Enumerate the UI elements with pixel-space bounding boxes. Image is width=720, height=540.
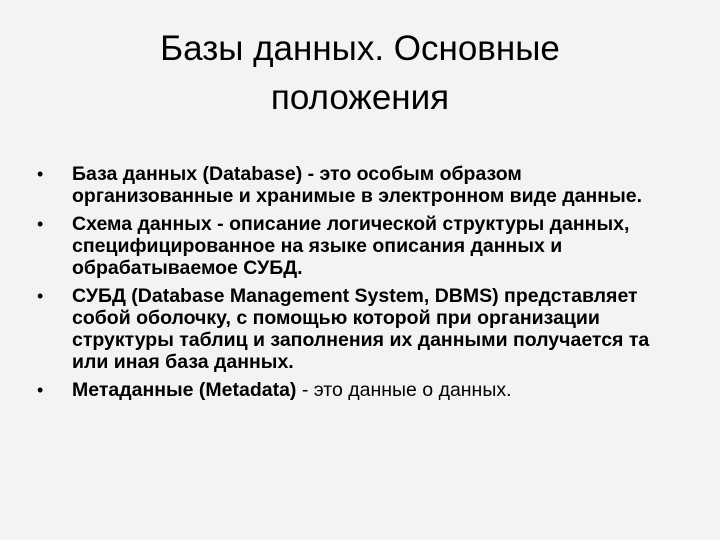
bullet-text: База данных (Database) - это особым образом организованные и хранимые в электронном виде данные. [72,163,642,207]
slide-title: Базы данных. Основные положения [160,29,560,117]
bullet-item-dbms [36,285,686,373]
bullet-text: СУБД (Database Management System, DBMS) представляет собой оболочку, с помощью которой при организации структуры таблиц и заполнения их данными получается та или иная база данных. [72,285,650,373]
bullet-glyph: • [37,164,44,184]
bullet-item-schema [36,213,686,279]
bullet-glyph: • [37,214,44,234]
bullet-glyph: • [37,380,44,400]
bullet-text: Схема данных - описание логической структуры данных, специфицированное на языке описания данных и обрабатываемое СУБД. [72,213,630,279]
bullet-list [36,163,686,407]
bullet-text-bold: Метаданные (Metadata) [72,379,297,401]
bullet-item-metadata [36,379,686,401]
bullet-text-normal: - это данные о данных. [296,379,512,401]
bullet-item-database [36,163,686,207]
bullet-glyph: • [37,286,44,306]
